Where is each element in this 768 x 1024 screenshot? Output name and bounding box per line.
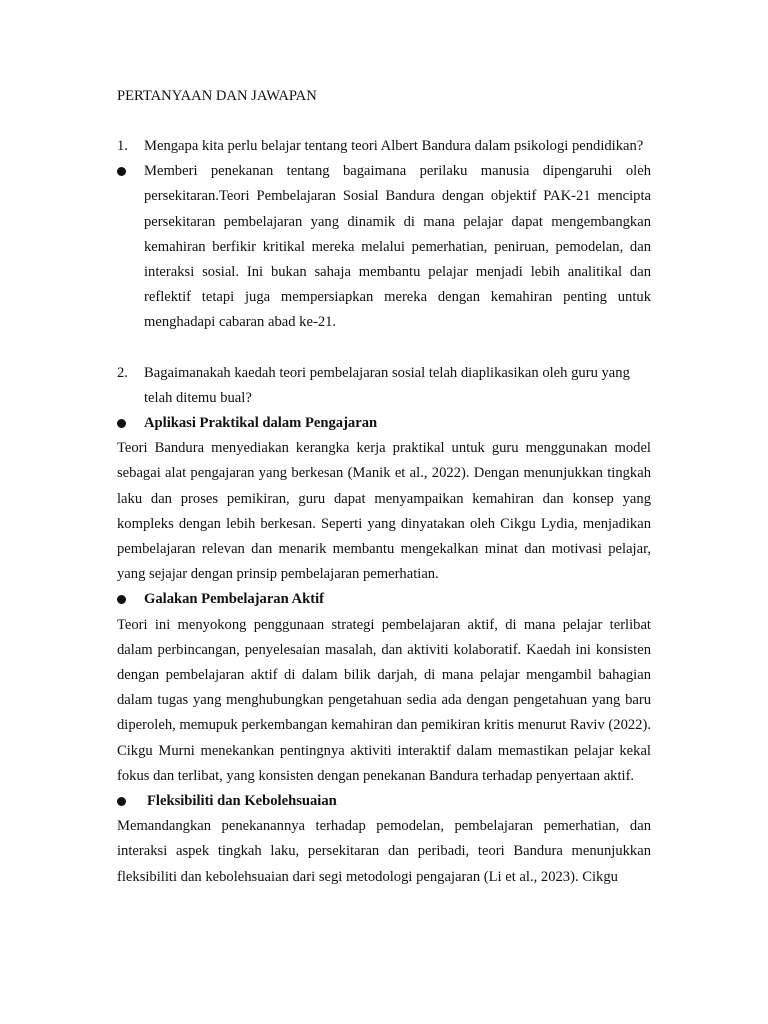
- section-heading-text: Galakan Pembelajaran Aktif: [144, 591, 324, 608]
- question-2: [117, 361, 651, 411]
- section-body: Teori ini menyokong penggunaan strategi pembelajaran aktif, di mana pelajar terlibat dalam perbincangan, penyelesaian masalah, dan aktiviti kolaboratif. Kaedah ini konsisten dengan pembelajaran aktif di dalam bilik darjah, di mana pelajar mengambil bahagian dalam tugas yang menghubungkan pengetahuan sedia ada dengan pengetahuan yang baru diperoleh, memupuk perkembangan kemahiran dan pemikiran kritis menurut Raviv (2022). Cikgu Murni menekankan pentingnya aktiviti interaktif dalam memastikan pelajar kekal fokus dan terlibat, yang konsisten dengan penekanan Bandura terhadap penyertaan aktif.: [117, 616, 651, 784]
- section-heading: [117, 411, 651, 436]
- document-page: [117, 84, 651, 890]
- bullet-icon: [117, 595, 126, 604]
- page-title: PERTANYAAN DAN JAWAPAN: [117, 88, 317, 104]
- question-1-text: Mengapa kita perlu belajar tentang teori Albert Bandura dalam psikologi pendidikan?: [144, 138, 644, 154]
- spacer: [117, 336, 651, 361]
- section-heading-text: Fleksibiliti dan Kebolehsuaian: [147, 793, 337, 810]
- bullet-icon: [117, 419, 126, 428]
- bullet-icon: [117, 797, 126, 806]
- section-heading: [117, 587, 651, 612]
- question-1: [117, 134, 651, 159]
- section-body: Teori Bandura menyediakan kerangka kerja praktikal untuk guru menggunakan model sebagai alat pengajaran yang berkesan (Manik et al., 2022). Dengan menunjukkan tingkah laku dan proses pemikiran, guru dapat menyampaikan kemahiran dan konsep yang kompleks dengan lebih berkesan. Seperti yang dinyatakan oleh Cikgu Lydia, menjadikan pembelajaran relevan dan menarik membantu mengekalkan minat dan motivasi pelajar, yang sejajar dengan prinsip pembelajaran pemerhatian.: [117, 440, 651, 583]
- section-heading-text: Aplikasi Praktikal dalam Pengajaran: [144, 415, 378, 432]
- answer-1-text: Memberi penekanan tentang bagaimana perilaku manusia dipengaruhi oleh persekitaran.Teori Pembelajaran Sosial Bandura dengan objektif PAK-21 mencipta persekitaran pembelajaran yang dinamik di mana pelajar dapat mengembangkan kemahiran berfikir kritikal mereka melalui pemerhatian, peniruan, pemodelan, dan interaksi sosial. Ini bukan sahaja membantu pelajar menjadi lebih analitikal dan reflektif tetapi juga mempersiapkan mereka dengan kemahiran penting untuk menghadapi cabaran abad ke-21.: [144, 163, 651, 331]
- question-1-number: 1.: [117, 138, 128, 154]
- question-2-text: Bagaimanakah kaedah teori pembelajaran sosial telah diaplikasikan oleh guru yang telah ditemu bual?: [144, 364, 630, 406]
- question-2-number: 2.: [117, 364, 128, 381]
- bullet-icon: [117, 167, 126, 176]
- section-body: Memandangkan penekanannya terhadap pemodelan, pembelajaran pemerhatian, dan interaksi aspek tingkah laku, persekitaran dan peribadi, teori Bandura menunjukkan fleksibiliti dan kebolehsuaian dari segi metodologi pengajaran (Li et al., 2023). Cikgu: [117, 818, 651, 885]
- section-heading: [117, 789, 651, 814]
- answer-1: [117, 159, 651, 335]
